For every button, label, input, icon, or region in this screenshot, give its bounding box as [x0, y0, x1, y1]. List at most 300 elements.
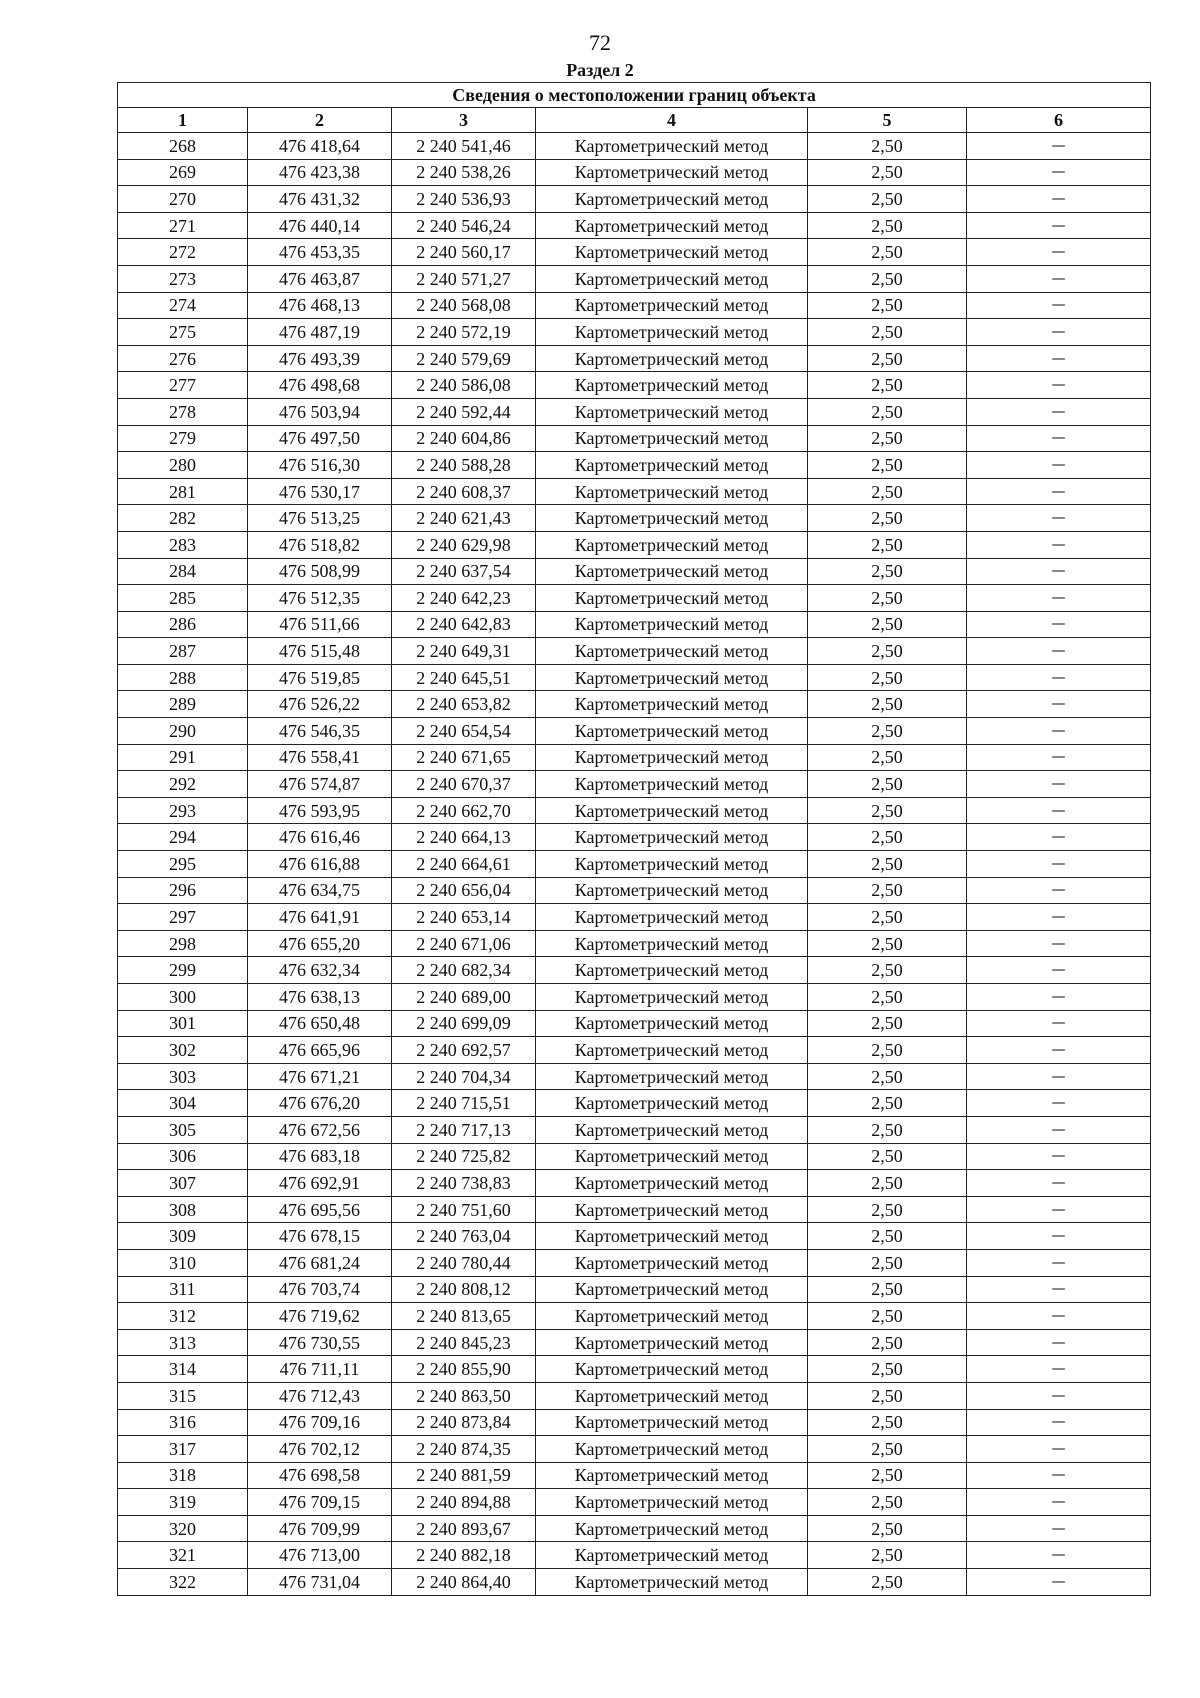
- cell-method: Картометрический метод: [536, 1569, 808, 1596]
- cell-method: Картометрический метод: [536, 797, 808, 824]
- cell-accuracy: 2,50: [808, 1542, 967, 1569]
- cell-coordinate-x: 476 655,20: [248, 930, 392, 957]
- cell-coordinate-x: 476 638,13: [248, 984, 392, 1011]
- cell-method: Картометрический метод: [536, 398, 808, 425]
- cell-method: Картометрический метод: [536, 1143, 808, 1170]
- cell-point-number: 310: [118, 1249, 248, 1276]
- cell-coordinate-x: 476 493,39: [248, 345, 392, 372]
- cell-method: Картометрический метод: [536, 1409, 808, 1436]
- table-row: [118, 345, 1151, 372]
- cell-description: —: [967, 1569, 1151, 1596]
- cell-description: —: [967, 664, 1151, 691]
- cell-coordinate-y: 2 240 751,60: [392, 1196, 536, 1223]
- cell-accuracy: 2,50: [808, 1196, 967, 1223]
- cell-accuracy: 2,50: [808, 505, 967, 532]
- cell-description: —: [967, 1249, 1151, 1276]
- cell-description: —: [967, 1489, 1151, 1516]
- cell-method: Картометрический метод: [536, 691, 808, 718]
- column-header-6: 6: [967, 108, 1151, 133]
- page-number: 72: [589, 30, 611, 55]
- cell-accuracy: 2,50: [808, 133, 967, 160]
- cell-description: —: [967, 1382, 1151, 1409]
- cell-accuracy: 2,50: [808, 1303, 967, 1330]
- table-row: [118, 984, 1151, 1011]
- cell-coordinate-x: 476 431,32: [248, 186, 392, 213]
- cell-description: —: [967, 1037, 1151, 1064]
- cell-coordinate-y: 2 240 546,24: [392, 212, 536, 239]
- table-row: [118, 212, 1151, 239]
- cell-point-number: 300: [118, 984, 248, 1011]
- cell-coordinate-x: 476 497,50: [248, 425, 392, 452]
- cell-coordinate-x: 476 641,91: [248, 904, 392, 931]
- cell-method: Картометрический метод: [536, 611, 808, 638]
- cell-description: —: [967, 265, 1151, 292]
- cell-coordinate-y: 2 240 671,06: [392, 930, 536, 957]
- cell-accuracy: 2,50: [808, 159, 967, 186]
- cell-accuracy: 2,50: [808, 1462, 967, 1489]
- cell-method: Картометрический метод: [536, 478, 808, 505]
- cell-coordinate-x: 476 712,43: [248, 1382, 392, 1409]
- cell-point-number: 291: [118, 744, 248, 771]
- cell-description: —: [967, 1170, 1151, 1197]
- cell-coordinate-x: 476 698,58: [248, 1462, 392, 1489]
- cell-method: Картометрический метод: [536, 133, 808, 160]
- cell-coordinate-x: 476 616,88: [248, 851, 392, 878]
- cell-point-number: 307: [118, 1170, 248, 1197]
- cell-point-number: 299: [118, 957, 248, 984]
- cell-point-number: 292: [118, 771, 248, 798]
- cell-coordinate-y: 2 240 653,82: [392, 691, 536, 718]
- cell-point-number: 305: [118, 1116, 248, 1143]
- table-row: [118, 1143, 1151, 1170]
- cell-accuracy: 2,50: [808, 212, 967, 239]
- cell-description: —: [967, 744, 1151, 771]
- cell-description: —: [967, 585, 1151, 612]
- cell-description: —: [967, 718, 1151, 745]
- cell-point-number: 295: [118, 851, 248, 878]
- cell-method: Картометрический метод: [536, 1090, 808, 1117]
- cell-description: —: [967, 1116, 1151, 1143]
- cell-method: Картометрический метод: [536, 265, 808, 292]
- table-row: [118, 1462, 1151, 1489]
- cell-method: Картометрический метод: [536, 904, 808, 931]
- cell-point-number: 283: [118, 531, 248, 558]
- cell-coordinate-y: 2 240 608,37: [392, 478, 536, 505]
- cell-coordinate-x: 476 515,48: [248, 638, 392, 665]
- table-row: [118, 1223, 1151, 1250]
- cell-method: Картометрический метод: [536, 1542, 808, 1569]
- cell-point-number: 293: [118, 797, 248, 824]
- table-row: [118, 1489, 1151, 1516]
- column-header-4: 4: [536, 108, 808, 133]
- cell-method: Картометрический метод: [536, 771, 808, 798]
- cell-accuracy: 2,50: [808, 1143, 967, 1170]
- cell-accuracy: 2,50: [808, 851, 967, 878]
- cell-coordinate-y: 2 240 813,65: [392, 1303, 536, 1330]
- table-row: [118, 744, 1151, 771]
- cell-point-number: 313: [118, 1329, 248, 1356]
- cell-accuracy: 2,50: [808, 1329, 967, 1356]
- cell-coordinate-y: 2 240 654,54: [392, 718, 536, 745]
- caption-row: [118, 83, 1151, 108]
- table-row: [118, 718, 1151, 745]
- cell-method: Картометрический метод: [536, 1196, 808, 1223]
- cell-coordinate-x: 476 709,99: [248, 1515, 392, 1542]
- cell-description: —: [967, 1462, 1151, 1489]
- cell-coordinate-y: 2 240 604,86: [392, 425, 536, 452]
- cell-coordinate-y: 2 240 571,27: [392, 265, 536, 292]
- cell-coordinate-x: 476 518,82: [248, 531, 392, 558]
- cell-point-number: 298: [118, 930, 248, 957]
- cell-description: —: [967, 558, 1151, 585]
- cell-coordinate-x: 476 709,15: [248, 1489, 392, 1516]
- cell-coordinate-y: 2 240 629,98: [392, 531, 536, 558]
- table-row: [118, 1010, 1151, 1037]
- cell-method: Картометрический метод: [536, 292, 808, 319]
- table-body: [118, 133, 1151, 1596]
- table-row: [118, 505, 1151, 532]
- cell-accuracy: 2,50: [808, 1170, 967, 1197]
- cell-coordinate-x: 476 593,95: [248, 797, 392, 824]
- cell-description: —: [967, 239, 1151, 266]
- cell-description: —: [967, 1303, 1151, 1330]
- cell-point-number: 279: [118, 425, 248, 452]
- cell-accuracy: 2,50: [808, 771, 967, 798]
- table-caption: Сведения о местоположении границ объекта: [118, 83, 1151, 108]
- cell-method: Картометрический метод: [536, 718, 808, 745]
- cell-accuracy: 2,50: [808, 1090, 967, 1117]
- table-row: [118, 904, 1151, 931]
- cell-method: Картометрический метод: [536, 345, 808, 372]
- cell-coordinate-x: 476 503,94: [248, 398, 392, 425]
- table-row: [118, 1515, 1151, 1542]
- cell-point-number: 271: [118, 212, 248, 239]
- cell-method: Картометрический метод: [536, 877, 808, 904]
- cell-description: —: [967, 797, 1151, 824]
- table-row: [118, 851, 1151, 878]
- cell-coordinate-x: 476 418,64: [248, 133, 392, 160]
- cell-point-number: 277: [118, 372, 248, 399]
- cell-coordinate-x: 476 713,00: [248, 1542, 392, 1569]
- cell-coordinate-y: 2 240 763,04: [392, 1223, 536, 1250]
- cell-coordinate-y: 2 240 588,28: [392, 452, 536, 479]
- cell-description: —: [967, 505, 1151, 532]
- cell-accuracy: 2,50: [808, 1409, 967, 1436]
- cell-method: Картометрический метод: [536, 1276, 808, 1303]
- cell-point-number: 282: [118, 505, 248, 532]
- cell-method: Картометрический метод: [536, 664, 808, 691]
- cell-coordinate-x: 476 703,74: [248, 1276, 392, 1303]
- cell-coordinate-x: 476 731,04: [248, 1569, 392, 1596]
- cell-accuracy: 2,50: [808, 1010, 967, 1037]
- cell-coordinate-y: 2 240 592,44: [392, 398, 536, 425]
- cell-method: Картометрический метод: [536, 1489, 808, 1516]
- cell-method: Картометрический метод: [536, 558, 808, 585]
- cell-point-number: 306: [118, 1143, 248, 1170]
- cell-coordinate-x: 476 487,19: [248, 319, 392, 346]
- cell-coordinate-x: 476 665,96: [248, 1037, 392, 1064]
- table-row: [118, 771, 1151, 798]
- cell-point-number: 315: [118, 1382, 248, 1409]
- cell-coordinate-x: 476 516,30: [248, 452, 392, 479]
- cell-description: —: [967, 824, 1151, 851]
- cell-accuracy: 2,50: [808, 452, 967, 479]
- table-row: [118, 797, 1151, 824]
- table-row: [118, 1196, 1151, 1223]
- cell-accuracy: 2,50: [808, 585, 967, 612]
- cell-point-number: 269: [118, 159, 248, 186]
- cell-accuracy: 2,50: [808, 239, 967, 266]
- cell-description: —: [967, 638, 1151, 665]
- cell-method: Картометрический метод: [536, 505, 808, 532]
- cell-method: Картометрический метод: [536, 1249, 808, 1276]
- cell-method: Картометрический метод: [536, 824, 808, 851]
- cell-description: —: [967, 452, 1151, 479]
- cell-method: Картометрический метод: [536, 1037, 808, 1064]
- cell-method: Картометрический метод: [536, 1436, 808, 1463]
- cell-coordinate-x: 476 676,20: [248, 1090, 392, 1117]
- cell-method: Картометрический метод: [536, 1116, 808, 1143]
- cell-coordinate-y: 2 240 541,46: [392, 133, 536, 160]
- cell-point-number: 290: [118, 718, 248, 745]
- cell-accuracy: 2,50: [808, 718, 967, 745]
- table-row: [118, 292, 1151, 319]
- cell-description: —: [967, 159, 1151, 186]
- cell-coordinate-x: 476 709,16: [248, 1409, 392, 1436]
- cell-point-number: 278: [118, 398, 248, 425]
- cell-description: —: [967, 851, 1151, 878]
- section-title: Раздел 2: [566, 60, 634, 80]
- cell-coordinate-y: 2 240 855,90: [392, 1356, 536, 1383]
- cell-coordinate-y: 2 240 863,50: [392, 1382, 536, 1409]
- cell-description: —: [967, 1090, 1151, 1117]
- cell-method: Картометрический метод: [536, 319, 808, 346]
- cell-coordinate-x: 476 719,62: [248, 1303, 392, 1330]
- column-header-5: 5: [808, 108, 967, 133]
- cell-point-number: 308: [118, 1196, 248, 1223]
- cell-coordinate-x: 476 558,41: [248, 744, 392, 771]
- cell-coordinate-y: 2 240 662,70: [392, 797, 536, 824]
- cell-method: Картометрический метод: [536, 930, 808, 957]
- cell-point-number: 288: [118, 664, 248, 691]
- cell-description: —: [967, 771, 1151, 798]
- cell-coordinate-y: 2 240 808,12: [392, 1276, 536, 1303]
- table-row: [118, 638, 1151, 665]
- table-row: [118, 1409, 1151, 1436]
- cell-accuracy: 2,50: [808, 531, 967, 558]
- cell-coordinate-x: 476 511,66: [248, 611, 392, 638]
- cell-description: —: [967, 1010, 1151, 1037]
- cell-coordinate-x: 476 711,11: [248, 1356, 392, 1383]
- table-row: [118, 877, 1151, 904]
- cell-point-number: 274: [118, 292, 248, 319]
- cell-method: Картометрический метод: [536, 372, 808, 399]
- cell-accuracy: 2,50: [808, 425, 967, 452]
- cell-accuracy: 2,50: [808, 877, 967, 904]
- cell-point-number: 276: [118, 345, 248, 372]
- cell-accuracy: 2,50: [808, 984, 967, 1011]
- cell-coordinate-x: 476 672,56: [248, 1116, 392, 1143]
- cell-coordinate-x: 476 650,48: [248, 1010, 392, 1037]
- cell-accuracy: 2,50: [808, 1515, 967, 1542]
- cell-point-number: 280: [118, 452, 248, 479]
- cell-coordinate-y: 2 240 560,17: [392, 239, 536, 266]
- cell-coordinate-x: 476 683,18: [248, 1143, 392, 1170]
- cell-coordinate-y: 2 240 874,35: [392, 1436, 536, 1463]
- cell-description: —: [967, 1436, 1151, 1463]
- cell-point-number: 318: [118, 1462, 248, 1489]
- cell-accuracy: 2,50: [808, 1382, 967, 1409]
- table-row: [118, 930, 1151, 957]
- cell-point-number: 296: [118, 877, 248, 904]
- cell-point-number: 322: [118, 1569, 248, 1596]
- cell-accuracy: 2,50: [808, 930, 967, 957]
- table-row: [118, 585, 1151, 612]
- cell-coordinate-y: 2 240 621,43: [392, 505, 536, 532]
- cell-description: —: [967, 1329, 1151, 1356]
- cell-accuracy: 2,50: [808, 372, 967, 399]
- cell-accuracy: 2,50: [808, 292, 967, 319]
- cell-accuracy: 2,50: [808, 1223, 967, 1250]
- table-row: [118, 186, 1151, 213]
- cell-coordinate-x: 476 546,35: [248, 718, 392, 745]
- cell-coordinate-x: 476 468,13: [248, 292, 392, 319]
- cell-point-number: 321: [118, 1542, 248, 1569]
- cell-coordinate-x: 476 513,25: [248, 505, 392, 532]
- cell-description: —: [967, 1276, 1151, 1303]
- cell-point-number: 272: [118, 239, 248, 266]
- cell-coordinate-x: 476 692,91: [248, 1170, 392, 1197]
- cell-point-number: 284: [118, 558, 248, 585]
- cell-accuracy: 2,50: [808, 1356, 967, 1383]
- table-row: [118, 1382, 1151, 1409]
- cell-accuracy: 2,50: [808, 1276, 967, 1303]
- table-row: [118, 1569, 1151, 1596]
- cell-method: Картометрический метод: [536, 1223, 808, 1250]
- cell-point-number: 301: [118, 1010, 248, 1037]
- cell-description: —: [967, 1223, 1151, 1250]
- cell-method: Картометрический метод: [536, 744, 808, 771]
- cell-point-number: 304: [118, 1090, 248, 1117]
- cell-description: —: [967, 1196, 1151, 1223]
- cell-description: —: [967, 186, 1151, 213]
- cell-point-number: 311: [118, 1276, 248, 1303]
- table-row: [118, 1356, 1151, 1383]
- cell-coordinate-y: 2 240 645,51: [392, 664, 536, 691]
- cell-coordinate-y: 2 240 670,37: [392, 771, 536, 798]
- cell-accuracy: 2,50: [808, 824, 967, 851]
- cell-method: Картометрический метод: [536, 425, 808, 452]
- cell-point-number: 317: [118, 1436, 248, 1463]
- table-row: [118, 452, 1151, 479]
- cell-accuracy: 2,50: [808, 744, 967, 771]
- cell-method: Картометрический метод: [536, 159, 808, 186]
- table-row: [118, 1542, 1151, 1569]
- cell-accuracy: 2,50: [808, 558, 967, 585]
- cell-method: Картометрический метод: [536, 531, 808, 558]
- cell-accuracy: 2,50: [808, 957, 967, 984]
- cell-coordinate-x: 476 632,34: [248, 957, 392, 984]
- cell-coordinate-x: 476 453,35: [248, 239, 392, 266]
- cell-description: —: [967, 691, 1151, 718]
- cell-method: Картометрический метод: [536, 851, 808, 878]
- table-row: [118, 133, 1151, 160]
- cell-description: —: [967, 1143, 1151, 1170]
- table-row: [118, 478, 1151, 505]
- table-row: [118, 531, 1151, 558]
- cell-point-number: 285: [118, 585, 248, 612]
- table-row: [118, 1037, 1151, 1064]
- cell-coordinate-x: 476 512,35: [248, 585, 392, 612]
- cell-coordinate-y: 2 240 642,83: [392, 611, 536, 638]
- cell-coordinate-y: 2 240 873,84: [392, 1409, 536, 1436]
- table-row: [118, 159, 1151, 186]
- cell-coordinate-y: 2 240 649,31: [392, 638, 536, 665]
- cell-description: —: [967, 1515, 1151, 1542]
- cell-description: —: [967, 1542, 1151, 1569]
- cell-method: Картометрический метод: [536, 1382, 808, 1409]
- cell-accuracy: 2,50: [808, 265, 967, 292]
- cell-accuracy: 2,50: [808, 319, 967, 346]
- cell-point-number: 286: [118, 611, 248, 638]
- cell-coordinate-y: 2 240 671,65: [392, 744, 536, 771]
- cell-coordinate-y: 2 240 586,08: [392, 372, 536, 399]
- cell-description: —: [967, 930, 1151, 957]
- cell-description: —: [967, 611, 1151, 638]
- cell-accuracy: 2,50: [808, 1116, 967, 1143]
- cell-coordinate-y: 2 240 845,23: [392, 1329, 536, 1356]
- cell-coordinate-y: 2 240 692,57: [392, 1037, 536, 1064]
- cell-method: Картометрический метод: [536, 239, 808, 266]
- table-row: [118, 1170, 1151, 1197]
- cell-coordinate-x: 476 616,46: [248, 824, 392, 851]
- cell-coordinate-y: 2 240 882,18: [392, 1542, 536, 1569]
- cell-description: —: [967, 319, 1151, 346]
- cell-coordinate-x: 476 574,87: [248, 771, 392, 798]
- cell-description: —: [967, 292, 1151, 319]
- table-row: [118, 558, 1151, 585]
- cell-method: Картометрический метод: [536, 957, 808, 984]
- cell-coordinate-y: 2 240 893,67: [392, 1515, 536, 1542]
- cell-coordinate-y: 2 240 653,14: [392, 904, 536, 931]
- cell-method: Картометрический метод: [536, 638, 808, 665]
- cell-point-number: 289: [118, 691, 248, 718]
- column-header-2: 2: [248, 108, 392, 133]
- cell-coordinate-y: 2 240 637,54: [392, 558, 536, 585]
- cell-description: —: [967, 984, 1151, 1011]
- cell-coordinate-x: 476 526,22: [248, 691, 392, 718]
- cell-coordinate-x: 476 423,38: [248, 159, 392, 186]
- cell-accuracy: 2,50: [808, 691, 967, 718]
- cell-point-number: 275: [118, 319, 248, 346]
- cell-accuracy: 2,50: [808, 904, 967, 931]
- table-row: [118, 1436, 1151, 1463]
- cell-method: Картометрический метод: [536, 984, 808, 1011]
- cell-description: —: [967, 531, 1151, 558]
- cell-accuracy: 2,50: [808, 611, 967, 638]
- cell-method: Картометрический метод: [536, 1063, 808, 1090]
- cell-coordinate-x: 476 681,24: [248, 1249, 392, 1276]
- table-row: [118, 1063, 1151, 1090]
- cell-coordinate-x: 476 498,68: [248, 372, 392, 399]
- cell-coordinate-x: 476 440,14: [248, 212, 392, 239]
- column-header-1: 1: [118, 108, 248, 133]
- cell-point-number: 316: [118, 1409, 248, 1436]
- column-header-row: [118, 108, 1151, 133]
- table-row: [118, 239, 1151, 266]
- cell-coordinate-x: 476 730,55: [248, 1329, 392, 1356]
- cell-coordinate-y: 2 240 664,61: [392, 851, 536, 878]
